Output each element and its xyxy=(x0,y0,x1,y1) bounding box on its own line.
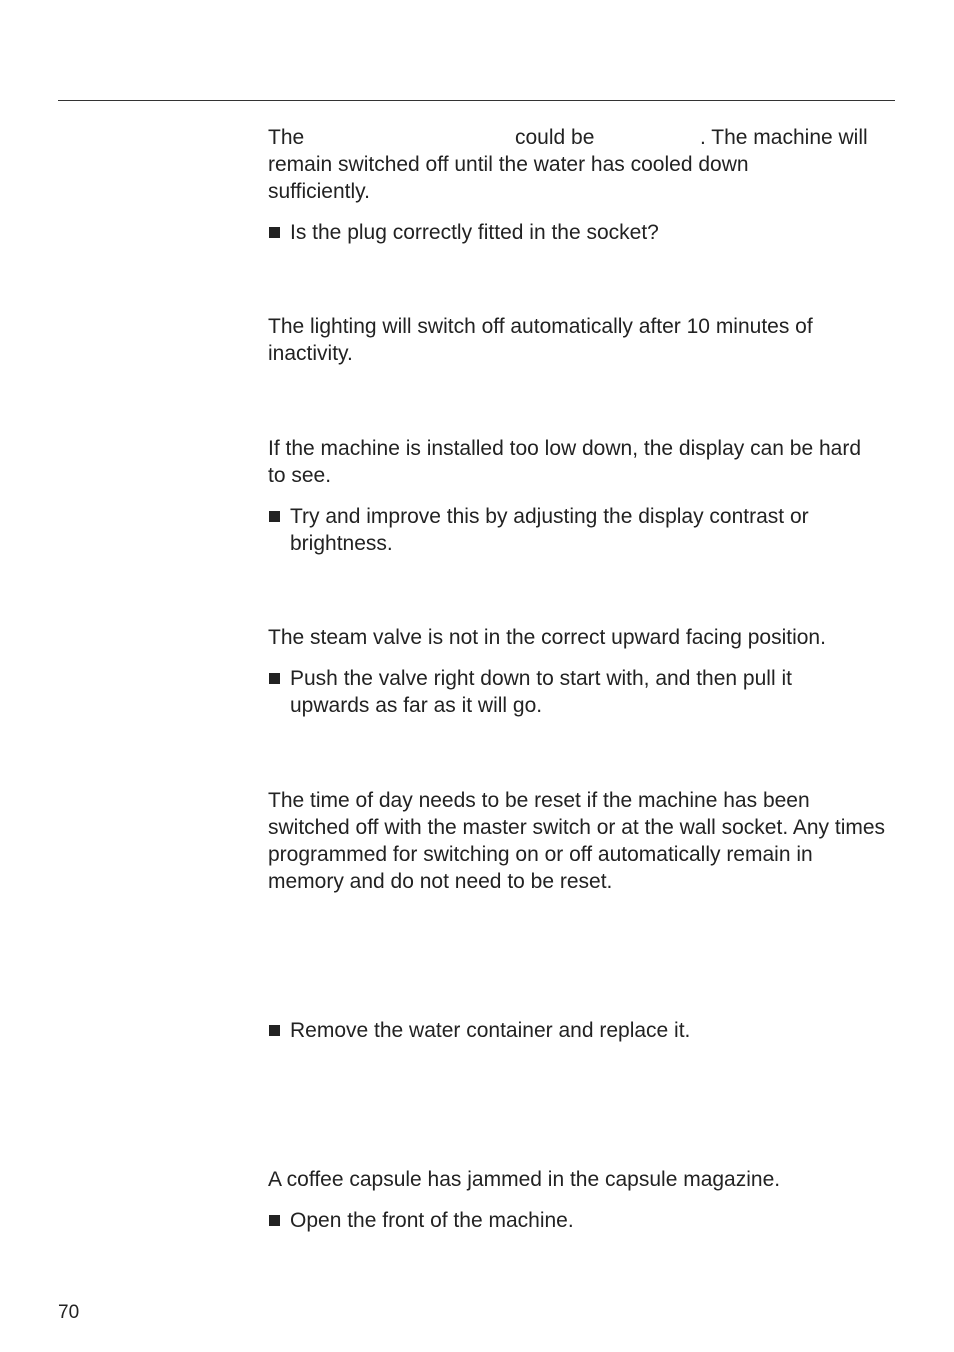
square-bullet-icon xyxy=(269,1215,280,1226)
time-of-day-paragraph: The time of day needs to be reset if the machine has been switched off with the master switch or at the wall socket. Any times programmed for switching on or off automatically remain in memory and do not need to be reset. xyxy=(268,789,886,893)
overheat-text-b: could be xyxy=(515,126,595,149)
overheat-paragraph xyxy=(268,124,893,205)
overheat-text-c: . The machine will xyxy=(700,126,868,149)
bullet-text: Try and improve this by adjusting the display contrast or brightness. xyxy=(290,505,809,555)
display-paragraph: If the machine is installed too low down, the display can be hard to see. xyxy=(268,437,862,487)
steam-valve-paragraph: The steam valve is not in the correct upward facing position. xyxy=(268,626,826,649)
bullet-item xyxy=(268,503,878,557)
bullet-text: Is the plug correctly fitted in the socket? xyxy=(290,221,659,244)
lighting-paragraph: The lighting will switch off automatically after 10 minutes of inactivity. xyxy=(268,315,813,365)
square-bullet-icon xyxy=(269,511,280,522)
overheat-text-rest: remain switched off until the water has cooled down sufficiently. xyxy=(268,153,749,203)
bullet-item xyxy=(268,1017,893,1044)
bullet-item xyxy=(268,219,893,246)
bullet-text: Push the valve right down to start with, and then pull it upwards as far as it will go. xyxy=(290,667,792,717)
header-rule xyxy=(58,100,895,101)
capsule-jam-paragraph: A coffee capsule has jammed in the capsule magazine. xyxy=(268,1168,781,1191)
square-bullet-icon xyxy=(269,673,280,684)
bullet-item xyxy=(268,1207,893,1234)
overheat-first-line xyxy=(268,124,893,151)
overheat-text-a: The xyxy=(268,126,305,149)
page-number: 70 xyxy=(58,1302,80,1323)
square-bullet-icon xyxy=(269,1025,280,1036)
square-bullet-icon xyxy=(269,227,280,238)
bullet-item xyxy=(268,665,858,719)
bullet-text: Remove the water container and replace it. xyxy=(290,1019,691,1042)
bullet-text: Open the front of the machine. xyxy=(290,1209,574,1232)
